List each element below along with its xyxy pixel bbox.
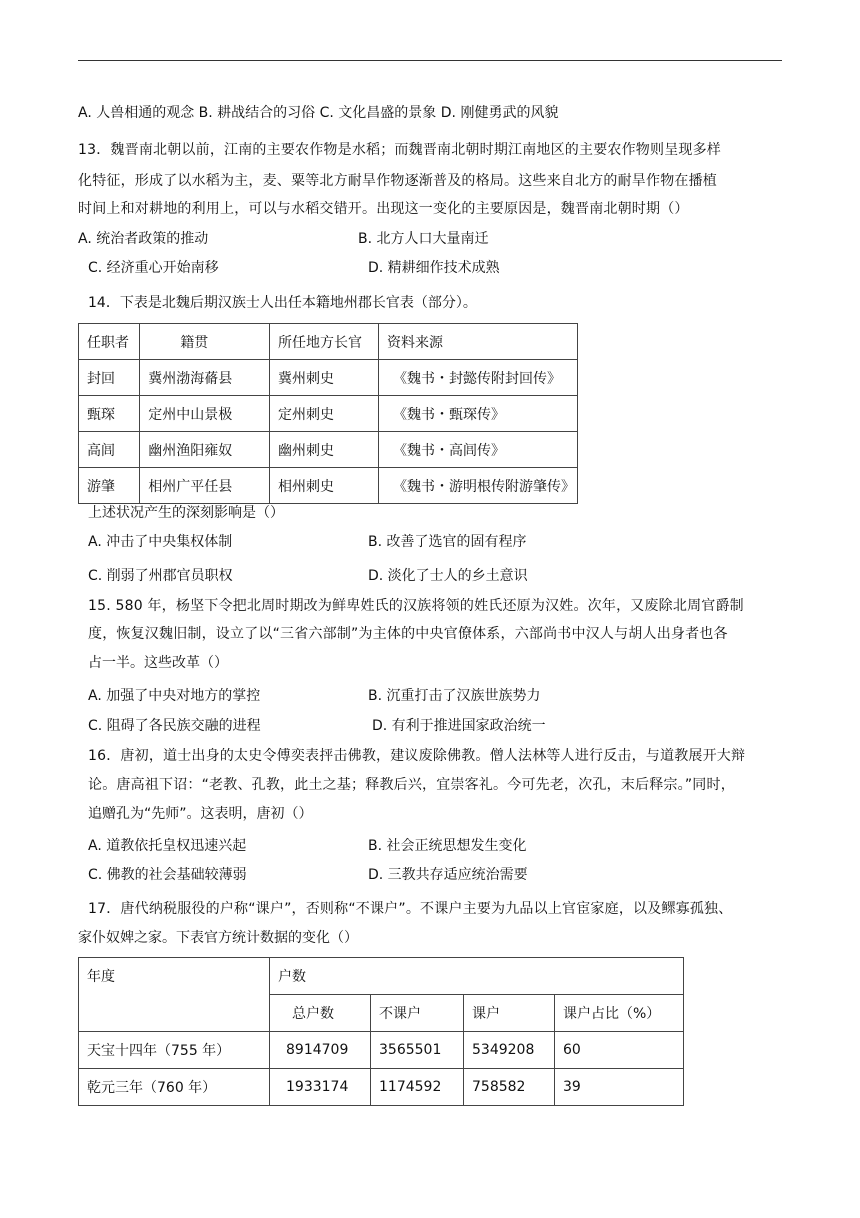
q12-options: A. 人兽相通的观念 B. 耕战结合的习俗 C. 文化昌盛的景象 D. 刚健勇武的风貌 [78,105,559,121]
table-header-cell: 课户占比（%） [555,995,684,1032]
q13-option-c[interactable]: C. 经济重心开始南移 [88,260,219,276]
table-cell: 《魏书・游明根传附游肇传》 [379,468,578,504]
table-cell: 天宝十四年（755 年） [79,1032,270,1069]
table-header-row [79,958,684,995]
q17-table [78,957,684,1106]
q13-stem-line-3: 时间上和对耕地的利用上，可以与水稻交错开。出现这一变化的主要原因是，魏晋南北朝时期（） [78,201,689,217]
table-cell: 8914709 [270,1032,371,1069]
table-cell: 幽州渔阳雍奴 [140,432,270,468]
header-rule [78,60,782,61]
q15-stem-line-2: 度，恢复汉魏旧制，设立了以“三省六部制”为主体的中央官僚体系，六部尚书中汉人与胡人出身者也各 [88,626,728,642]
q15-option-b[interactable]: B. 沉重打击了汉族世族势力 [368,688,541,704]
q15-option-c[interactable]: C. 阻碍了各民族交融的进程 [88,718,261,734]
table-header-cell: 课户 [464,995,555,1032]
table-cell: 《魏书・甄琛传》 [379,396,578,432]
table-cell: 甄琛 [79,396,140,432]
table-cell: 60 [555,1032,684,1069]
table-cell: 幽州刺史 [269,432,378,468]
q13-option-d[interactable]: D. 精耕细作技术成熟 [368,260,500,276]
q16-option-c[interactable]: C. 佛教的社会基础较薄弱 [88,867,247,883]
q16-stem-line-2: 论。唐高祖下诏：“老教、孔教，此土之基；释教后兴，宜崇客礼。今可先老，次孔，末后释宗。”同时， [88,777,735,793]
table-cell: 封回 [79,360,140,396]
q13-option-b[interactable]: B. 北方人口大量南迁 [358,231,489,247]
q16-option-a[interactable]: A. 道教依托皇权迅速兴起 [88,838,247,854]
q14-option-a[interactable]: A. 冲击了中央集权体制 [88,534,233,550]
table-header-row [79,324,578,360]
table-cell: 定州刺史 [269,396,378,432]
q13-stem-line-1: 13．魏晋南北朝以前，江南的主要农作物是水稻；而魏晋南北朝时期江南地区的主要农作物则呈现多样 [78,142,722,158]
table-header-cell: 户数 [270,958,684,995]
table-cell: 《魏书・封懿传附封回传》 [379,360,578,396]
table-cell: 5349208 [464,1032,555,1069]
table-cell: 3565501 [371,1032,464,1069]
table-cell: 《魏书・高闾传》 [379,432,578,468]
q16-option-d[interactable]: D. 三教共存适应统治需要 [368,867,528,883]
table-cell: 相州刺史 [269,468,378,504]
table-cell: 乾元三年（760 年） [79,1069,270,1106]
q14-option-b[interactable]: B. 改善了选官的固有程序 [368,534,527,550]
table-cell: 高闾 [79,432,140,468]
table-cell: 冀州渤海蓨县 [140,360,270,396]
table-header-cell: 不课户 [371,995,464,1032]
q13-option-a[interactable]: A. 统治者政策的推动 [78,231,209,247]
table-cell: 758582 [464,1069,555,1106]
q14-table [78,323,578,504]
q15-option-a[interactable]: A. 加强了中央对地方的掌控 [88,688,261,704]
q14-option-d[interactable]: D. 淡化了士人的乡土意识 [368,568,528,584]
q14-stem: 14．下表是北魏后期汉族士人出任本籍地州郡长官表（部分）。 [88,295,477,311]
table-cell: 1174592 [371,1069,464,1106]
q15-option-d[interactable]: D. 有利于推进国家政治统一 [372,718,546,734]
table-row [79,432,578,468]
table-row [79,360,578,396]
table-cell: 1933174 [270,1069,371,1106]
q17-stem-line-1: 17．唐代纳税服役的户称“课户”，否则称“不课户”。不课户主要为九品以上官宦家庭，以及鳏寡孤独、 [88,901,733,917]
table-header-cell: 资料来源 [379,324,578,360]
q15-stem-line-3: 占一半。这些改革（） [88,655,228,671]
table-cell: 39 [555,1069,684,1106]
table-header-cell: 籍贯 [140,324,270,360]
table-row [79,1032,684,1069]
q14-question: 上述状况产生的深刻影响是（） [88,505,284,521]
table-header-cell: 总户数 [270,995,371,1032]
table-subheader-row [79,995,684,1032]
q16-stem-line-3: 追赠孔为“先师”。这表明，唐初（） [88,806,313,822]
q16-stem-line-1: 16．唐初，道士出身的太史令傅奕表抨击佛教，建议废除佛教。僧人法林等人进行反击，与道教展开大辩 [88,748,746,764]
q16-option-b[interactable]: B. 社会正统思想发生变化 [368,838,527,854]
table-header-cell: 任职者 [79,324,140,360]
q13-stem-line-2: 化特征，形成了以水稻为主，麦、粟等北方耐旱作物逐渐普及的格局。这些来自北方的耐旱作物在播植 [78,173,717,189]
table-cell: 相州广平任县 [140,468,270,504]
table-cell: 定州中山景极 [140,396,270,432]
table-cell: 冀州刺史 [269,360,378,396]
table-cell: 游肇 [79,468,140,504]
table-header-cell: 所任地方长官 [269,324,378,360]
table-header-cell-empty [79,995,270,1032]
q15-stem-line-1: 15. 580 年，杨坚下令把北周时期改为鲜卑姓氏的汉族将领的姓氏还原为汉姓。次年，又废除北周官爵制 [88,598,744,614]
table-row [79,468,578,504]
table-header-cell: 年度 [79,958,270,995]
table-row [79,396,578,432]
table-row [79,1069,684,1106]
q17-stem-line-2: 家仆奴婢之家。下表官方统计数据的变化（） [78,930,358,946]
q14-option-c[interactable]: C. 削弱了州郡官员职权 [88,568,233,584]
